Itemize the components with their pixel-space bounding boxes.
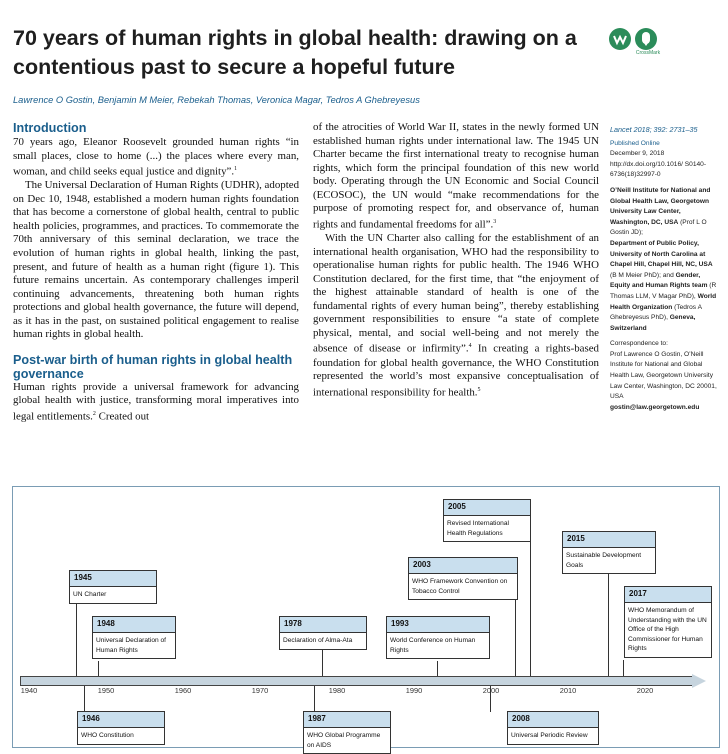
connector-line bbox=[437, 661, 438, 676]
timeline-arrowhead bbox=[692, 674, 706, 688]
tick-label: 1970 bbox=[251, 686, 269, 695]
event-1948: 1948 Universal Declaration of Human Rights bbox=[92, 616, 176, 659]
tick-label: 1980 bbox=[328, 686, 346, 695]
event-1987: 1987 WHO Global Programme on AIDS bbox=[303, 711, 391, 754]
col2-paragraph-2: With the UN Charter also calling for the establishment of an international health organisation, WHO had the responsibility to operationalise human rights for public health. The 1946 WHO Constitution declared, for the first time, that “the enjoyment of the highest attainable standard of health is one of the fundamental rights of every human being”, thereby establishing government responsibilities to ensure “a state of complete physical, mental, and social well-being and not merely the absence of disease or infirmity”.$^4$ In creating a rights-based foundation for global health governance, the WHO Constitution represented the world’s most expansive conceptualisation of international responsibility for health.$^5$ bbox=[313, 232, 599, 399]
event-1946: 1946 WHO Constitution bbox=[77, 711, 165, 745]
published-online: Published Online bbox=[610, 139, 660, 147]
event-2015: 2015 Sustainable Development Goals bbox=[562, 531, 656, 574]
article-sidebar bbox=[610, 125, 718, 413]
tick-label: 1940 bbox=[20, 686, 38, 695]
journal-logos bbox=[608, 26, 664, 62]
author-list: Lawrence O Gostin, Benjamin M Meier, Rebekah Thomas, Veronica Magar, Tedros A Ghebreyesus bbox=[13, 95, 420, 105]
connector-line bbox=[84, 686, 85, 712]
event-2017: 2017 WHO Memorandum of Understanding with the UN Office of the High Commissioner for Human Rights bbox=[624, 586, 712, 658]
crossmark-label: CrossMark bbox=[635, 50, 661, 56]
intro-paragraph-1: 70 years ago, Eleanor Roosevelt grounded human rights “in small places, close to home (...) the places where every man, woman, and child seeks equal justice and dignity”.$^1$ bbox=[13, 136, 299, 178]
column-left bbox=[13, 121, 299, 424]
connector-line bbox=[98, 661, 99, 676]
connector-line bbox=[314, 686, 315, 712]
event-2003: 2003 WHO Framework Convention on Tobacco Control bbox=[408, 557, 518, 600]
tick-label: 1960 bbox=[174, 686, 192, 695]
affiliation-1: O’Neill Institute for National and Global Health Law, Georgetown University Law Center, Washington, DC, USA (Prof L O Gostin JD); bbox=[610, 186, 711, 237]
correspondence-email[interactable]: gostin@law.georgetown.edu bbox=[610, 403, 700, 411]
connector-line bbox=[623, 660, 624, 676]
correspondence-address: Prof Lawrence O Gostin, O’Neill Institute for National and Global Health Law, Georgetown University Law Center, Washington, DC 20001, USA bbox=[610, 350, 717, 401]
event-1993: 1993 World Conference on Human Rights bbox=[386, 616, 490, 659]
publication-date: December 9, 2018 bbox=[610, 150, 665, 158]
affiliation-2: Department of Public Policy, University of North Carolina at Chapel Hill, Chapel Hill, NC, USA (B M Meier PhD); and Gender, Equity and Human Rights team (R Thomas LLM, V Magar PhD), World Health Organization (Tedros A Ghebreyesus PhD), Geneva, Switzerland bbox=[610, 239, 717, 332]
correspondence-label: Correspondence to: bbox=[610, 340, 668, 348]
postwar-heading: Post-war birth of human rights in global health governance bbox=[13, 352, 293, 381]
doi-link[interactable]: http://dx.doi.org/10.1016/ S0140-6736(18)32997-0 bbox=[610, 160, 707, 179]
tick-label: 2000 bbox=[482, 686, 500, 695]
tick-label: 2020 bbox=[636, 686, 654, 695]
timeline-axis bbox=[20, 676, 694, 686]
event-2008: 2008 Universal Periodic Review bbox=[507, 711, 599, 745]
column-middle bbox=[313, 121, 599, 400]
col2-paragraph-1: of the atrocities of World War II, states in the newly formed UN established human rights under international law. The 1945 UN Charter became the first international treaty to recognise human rights, which form the principal foundation of this new world body. Operating through the UN Economic and Social Council (ECOSOC), the UN would “make recommendations for the purpose of promoting respect for, and observance of, human rights and fundamental freedoms for all”.$^3$ bbox=[313, 121, 599, 231]
article-title: 70 years of human rights in global health: drawing on a contentious past to secure a hopeful future bbox=[13, 26, 577, 79]
connector-line bbox=[530, 540, 531, 676]
introduction-heading: Introduction bbox=[13, 121, 87, 135]
connector-line bbox=[76, 598, 77, 676]
event-1945: 1945 UN Charter bbox=[69, 570, 157, 604]
connector-line bbox=[515, 598, 516, 676]
intro-paragraph-2: The Universal Declaration of Human Rights (UDHR), adopted on Dec 10, 1948, established a modern human rights foundation that has become a cornerstone of global health, central to public health policies, programmes, and practices. To commemorate the 70th anniversary of this seminal declaration, we trace the evolution of human rights in global health, linking the past, present, and future of health as a human right (figure 1). This future remains uncertain. As contemporary challenges imperil continuing advancements, threatening both human rights protections and global health governance, the future will depend, as it has in the past, on sustained political engagement to realise human rights in global health. bbox=[13, 179, 300, 341]
postwar-paragraph-1: Human rights provide a universal framework for advancing global health with justice, transforming moral imperatives into legal entitlements.$^2$ Created out bbox=[13, 380, 299, 423]
tick-label: 2010 bbox=[559, 686, 577, 695]
event-1978: 1978 Declaration of Alma-Ata bbox=[279, 616, 367, 650]
connector-line bbox=[608, 572, 609, 676]
tick-label: 1950 bbox=[97, 686, 115, 695]
tick-label: 1990 bbox=[405, 686, 423, 695]
citation: Lancet 2018; 392: 2731–35 bbox=[610, 125, 698, 134]
event-2005: 2005 Revised International Health Regulations bbox=[443, 499, 531, 542]
connector-line bbox=[322, 646, 323, 676]
